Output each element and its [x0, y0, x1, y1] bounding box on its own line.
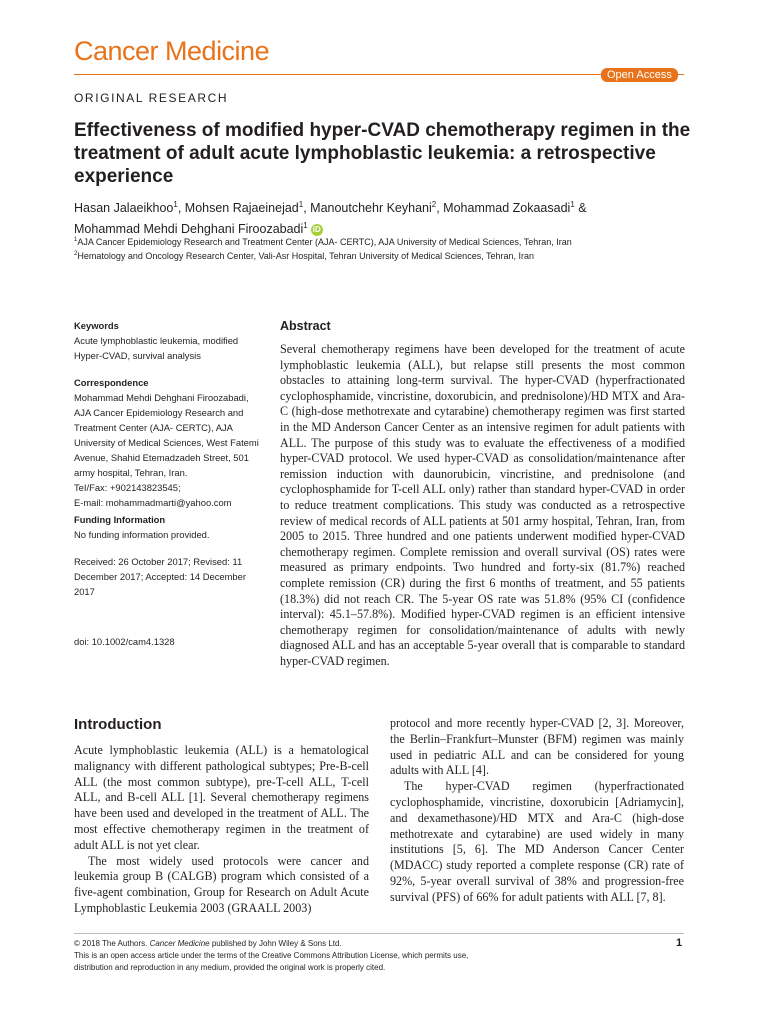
abstract-heading: Abstract — [280, 319, 331, 333]
footer-copyright — [74, 938, 634, 974]
body-column-right — [390, 716, 684, 906]
correspondence-email[interactable]: E-mail: mohammadmarti@yahoo.com — [74, 497, 232, 508]
body-paragraph: The most widely used protocols were cancer and leukemia group B (CALGB) program which consisted of a five-agent combination, Group for Research on Adult Acute Lymphoblastic Leukemia 2003 (GRAALL 2003) — [74, 853, 369, 915]
license-line: distribution and reproduction in any medium, provided the original work is properly cited. — [74, 963, 386, 972]
author-name: Mohammad Mehdi Dehghani Firoozabadi — [74, 222, 304, 237]
page-number: 1 — [676, 937, 683, 949]
author-affiliation-marker: 1 — [570, 200, 575, 209]
correspondence-line: University of Medical Sciences, West Fatemi — [74, 437, 259, 448]
correspondence-line: TeI/Fax: +902143823545; — [74, 482, 181, 493]
author-separator: , — [303, 201, 311, 216]
funding-heading: Funding Information — [74, 514, 166, 525]
dates-block — [74, 554, 259, 599]
body-paragraph: protocol and more recently hyper-CVAD [2, 3]. Moreover, the Berlin–Frankfurt–Munster (BFM) regimen was mainly used in pediatric ALL and can be considered for young adults with ALL [4]. — [390, 716, 684, 778]
author-affiliation-marker: 2 — [431, 200, 437, 209]
body-paragraph: Acute lymphoblastic leukemia (ALL) is a hematological malignancy with different pathological subtypes; Pre-B-cell ALL (the most common subtype), pre-T-cell ALL, T-cell ALL, and B-cell ALL [1]. Several chemotherapy regimens have been used and developed in the treatment of ALL. The most effective chemotherapy regimen in the treatment of adult ALL is not yet clear. — [74, 743, 369, 852]
header-rule — [74, 74, 684, 75]
author-separator: , — [436, 201, 444, 216]
keywords-text: Acute lymphoblastic leukemia, modified Hyper-CVAD, survival analysis — [74, 335, 239, 361]
body-paragraph: The hyper-CVAD regimen (hyperfractionated cyclophosphamide, vincristine, doxorubicin [Adriamycin], and dexamethasone)/HD MTX and Ara-C (high-dose methotrexate and cytarabine) are used widely in many institutions [5, 6]. The MD Anderson Cancer Center (MDACC) study reported a complete response (CR) rate of 92%, 5-year overall survival of 38% and progression-free survival (PFS) of 66% for adult patients with ALL [7, 8]. — [390, 779, 684, 904]
footer-rule — [74, 933, 684, 934]
author-name: Mohammad Zokaasadi — [443, 201, 571, 216]
body-column-left — [74, 743, 369, 917]
article-type: ORIGINAL RESEARCH — [74, 91, 229, 105]
author-separator: & — [574, 201, 587, 216]
keywords-heading: Keywords — [74, 320, 119, 331]
orcid-icon[interactable]: iD — [312, 225, 321, 235]
affiliation-1: $^1$AJA Cancer Epidemiology Research and Treatment Center (AJA- CERTC), AJA University of Medical Sciences, Tehran, Iran — [74, 237, 572, 247]
dates-text: Received: 26 October 2017; Revised: 11 December 2017; Accepted: 14 December 2017 — [74, 556, 246, 597]
affiliation-2: $^2$Hematology and Oncology Research Center, Vali-Asr Hospital, Tehran University of Medical Sciences, Tehran, Iran — [74, 251, 535, 261]
author-name: Hasan Jalaeikhoo — [74, 201, 174, 216]
correspondence-line: Mohammad Mehdi Dehghani Firoozabadi, — [74, 392, 249, 403]
correspondence-heading: Correspondence — [74, 377, 149, 388]
correspondence-line: Avenue, Shahid Etemadzadeh Street, 501 — [74, 452, 249, 463]
introduction-heading: Introduction — [74, 716, 162, 733]
doi-block — [74, 634, 259, 649]
author-separator: , — [177, 201, 185, 216]
author-affiliation-marker: 1 — [173, 200, 178, 209]
author-affiliation-marker: 1 — [298, 200, 304, 209]
author-list — [74, 196, 694, 238]
correspondence-line: army hospital, Tehran, Iran. — [74, 467, 188, 478]
copyright-line: © 2018 The Authors. Cancer Medicine published by John Wiley & Sons Ltd. — [74, 939, 342, 948]
journal-title: Cancer Medicine — [74, 36, 270, 66]
funding-block — [74, 512, 259, 542]
correspondence-block — [74, 375, 259, 510]
license-line: This is an open access article under the terms of the Creative Commons Attribution License, which permits use, — [74, 951, 469, 960]
correspondence-line: Treatment Center (AJA- CERTC), AJA — [74, 422, 233, 433]
article-title: Effectiveness of modified hyper-CVAD chemotherapy regimen in the treatment of adult acute lymphoblastic leukemia: a retrospective experience — [74, 120, 691, 187]
correspondence-line: AJA Cancer Epidemiology Research and — [74, 407, 244, 418]
author-name: Manoutchehr Keyhani — [310, 201, 432, 216]
funding-text: No funding information provided. — [74, 529, 210, 540]
open-access-badge: Open Access — [601, 68, 678, 82]
author-name: Mohsen Rajaeinejad — [184, 201, 299, 216]
keywords-block — [74, 318, 259, 363]
abstract-body: Several chemotherapy regimens have been developed for the treatment of acute lymphoblastic leukemia (ALL), but relapse still presents the most common obstacles to attaining long-term survival. The hyper-CVAD (hyperfractionated cyclophosphamide, vincristine, doxorubicin, and prednisolone)/HD MTX and Ara-C (high-dose methotrexate and cytarabine) chemotherapy regimen was first started in the MD Anderson Cancer Center as an intensive regimen for adult patients with ALL. The purpose of this study was to evaluate the effectiveness of a modified hyper-CVAD protocol. We used hyper-CVAD as consolidation/maintenance after remission induction with daunorubicin, vincristine, and prednisolone (and cyclophosphamide for T-cell ALL only) rather than standard hyper-CVAD in order to reduce treatment complications. This study was conducted as a retrospective review of medical records of ALL patients at 501 army hospital, Tehran, Iran, from 2005 to 2015. Three hundred and one patients underwent modified hyper-CVAD chemotherapy regimen. Complete remission and overall survival (OS) rates were measured as primary endpoints. Two hundred and forty-six (81.7%) reached complete remission (CR) during the first 6 months of treatment, and 55 patients (18.3%) did not reach CR. The 5-year OS rate was 51.8% (95% CI (confidence interval): 45.1–57.8%). Modified hyper-CVAD regimen is an efficient intensive chemotherapy regimen for consolidation/maintenance of adults with newly diagnosed ALL and has an acceptable 5-year overall that is comparable to standard hyper-CVAD regimen. — [280, 342, 685, 668]
doi-text[interactable]: doi: 10.1002/cam4.1328 — [74, 636, 175, 647]
author-affiliation-marker: 1 — [303, 221, 308, 231]
